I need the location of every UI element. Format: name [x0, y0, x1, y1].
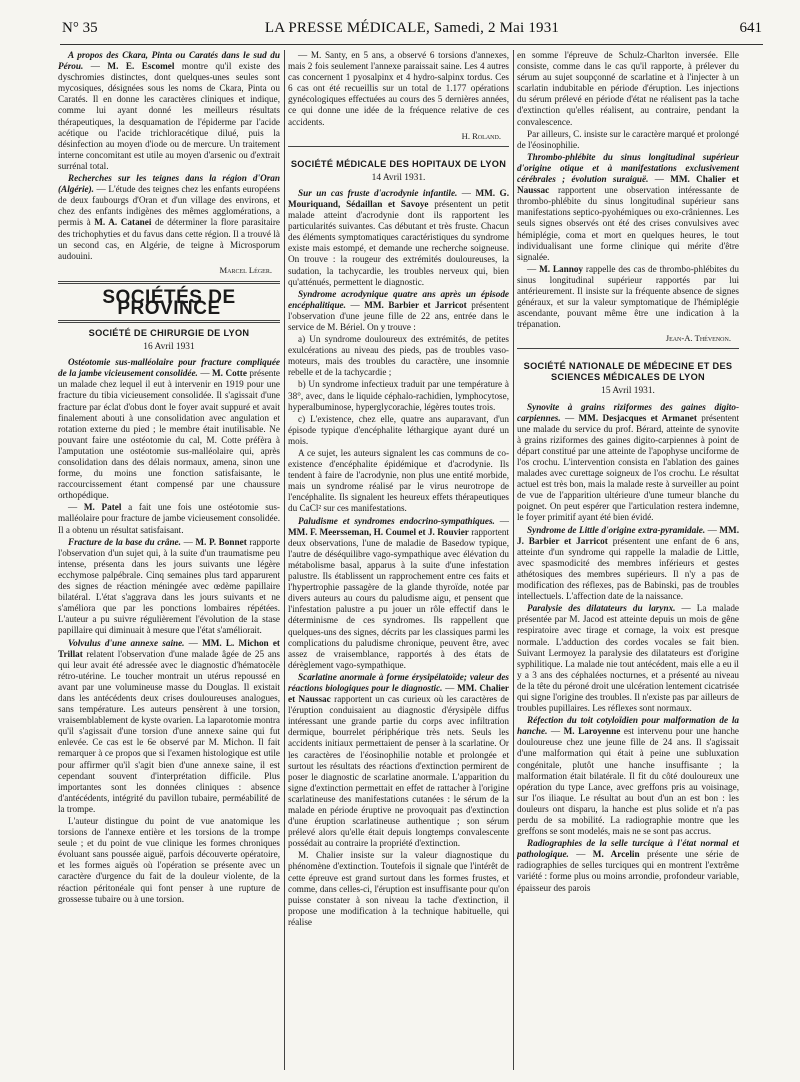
- column-divider: [513, 50, 514, 1070]
- signature: Jean-A. Thévenon.: [665, 333, 731, 344]
- author: MM. J. Barbier et Jarricot: [517, 524, 739, 546]
- article-body: présente un malade chez lequel il eut à intervenir en 1919 pour une fracture du tibia vicieusement consolidée. Il s'agissait d'une fracture par éclat d'obus dont le foyer avait suppuré et avait finalement abouti à une consolidation avec angulation et rotation externe du pied ; le membre était inutilisable. Ne pouvant faire une ostéotomie du cal, M. Cotte préfèra à l'amputation une ostéotomie sus-malléolaire qui, après consolidation dans des délais normaux, amena, sinon une forme, du moins une fonction satisfaisante, le raccourcissement étant compensé par une chaussure orthopédique.: [58, 368, 280, 501]
- article-body: relatent l'observation d'une malade âgée de 25 ans qui leur avait été adressée avec le diagnostic d'hématocèle rétro-utérine. Le toucher montrait un utérus repoussé en avant par une volumineuse masse du Douglas. Il existait dans les antécédents deux crises douloureuses analogues, sans température. Les auteurs pensèrent à une torsion, vraisemblablement de kyste ovarien. La laparotomie montra qu'il s'agissait d'une torsion d'une annexe saine qui fut enlevée. Ce cas est le 6e observé par M. Michon. Il fait remarquer à ce propos que si l'examen histologique est utile pour affirmer qu'il s'agit bien d'une annexe saine, il est cependant souvent d'interprétation difficile. Plus importantes sont les données cliniques : absence d'antécédents, intégrité du pavillon tubaire, perméabilité de la trompe.: [58, 648, 280, 814]
- article-title: Thrombo-phlébite du sinus longitudinal supérieur d'origine otique et à manifestations exclusivement cérébrales ; évolution suraiguë.: [517, 151, 739, 185]
- article-title: Recherches sur les teignes dans la région d'Oran (Algérie).: [58, 173, 280, 195]
- article-title: Paralysie des dilatateurs du larynx.: [527, 603, 676, 614]
- page-number: 641: [739, 20, 762, 36]
- article-title: Scarlatine anormale à forme érysipélatoïde; valeur des réactions biologiques pour le diagnostic.: [288, 671, 509, 693]
- article: Volvulus d'une annexe saine. — MM. L. Michon et Trillat relatent l'observation d'une malade âgée de 25 ans qui leur avait été adressée avec le diagnostic d'hématocèle rétro-utérine. Le toucher montrait un utérus repoussé en avant par une volumineuse masse du Douglas. Il existait dans les antécédents deux crises douloureuses analogues, sans température. Les auteurs pensèrent à une torsion, vraisemblablement de kyste ovarien. La laparotomie montra qu'il s'agissait d'une torsion d'une annexe saine qui fut enlevée. Ce cas est le 6e observé par M. Michon. Il fait remarquer à ce propos que si l'examen histologique est utile pour affirmer qu'il s'agit bien d'une annexe saine, il est cependant souvent d'interprétation difficile. Plus importantes sont les données cliniques : absence d'antécédents, intégrité du pavillon tubaire, perméabilité de la trompe.: [58, 637, 280, 814]
- article: Radiographies de la selle turcique à l'état normal et pathologique. — M. Arcelin présente une série de radiographies de selles turciques qui en montrent l'extrême variété : forme plus ou moins arrondie, profondeur variable, épaisseur des parois: [517, 838, 739, 893]
- article-paragraph: M. Chalier insiste sur la valeur diagnostique du phénomène d'extinction. Toutefois il signale que l'intérêt de cette épreuve est grand surtout dans les formes frustes, et comme, dans celles-ci, l'éruption est insuffisante pour qu'on puisse constater à son niveau la tache d'extinction, il propose une modification à la technique habituelle, qui réalise: [288, 850, 509, 927]
- article-title: Syndrome acrodynique quatre ans après un épisode encéphalitique.: [288, 288, 509, 310]
- article: Synovite à grains riziformes des gaines digito-carpiennes. — MM. Desjacques et Armanet présentent une malade du service du prof. Bérard, atteinte de synovite à grains riziformes des gaines digito-carpiennes à point de départ constitué par une atteinte de l'apophyse unciforme de l'os crochu. L'intervention consista en l'ablation des gaines malades avec curettage soigneux de l'os crochu. Le résultat actuel est très bon, mais la malade reste à surveiller au point de vue de l'apparition ultérieure d'une tumeur blanche du poignet. On peut espérer que l'articulation restera indemne, le foyer primitif ayant été bien évidé.: [517, 401, 739, 523]
- article: A propos des Ckara, Pinta ou Caratés dans le sud du Pérou. — M. E. Escomel montre qu'il existe des dyschromies distinctes, dont quelques-unes seules sont mycosiques, désignées sous les noms de Ckara, Pinta ou Caratés. Il en donne les caractères cliniques et indique, comme lui ayant donné les meilleurs résultats thérapeutiques, la desquamation de l'épiderme par l'acide acétique ou l'acide trichloracétique dilué, puis la désinfection au moyen d'iode ou de mercure. Un traitement interne concomitant est utile au moyen d'arsenic ou d'extrait surrénal total.: [58, 50, 280, 171]
- section-rule: [58, 320, 280, 323]
- discussion: — M. Patel a fait une fois une ostéotomie sus-malléolaire pour fracture de jambe vicieusement consolidée. Il a obtenu un résultat satisfaisant.: [58, 502, 280, 535]
- discussion: — M. Lannoy rappelle des cas de thrombo-phlébites du sinus longitudinal supérieur rapportés par lui antérieurement. Il insiste sur la fréquente absence de signes généraux, et sur la valeur symptomatique de l'hémiplégie ascendante, pouvant même être une indication à la trépanation.: [517, 263, 739, 330]
- article-paragraph: c) L'existence, chez elle, quatre ans auparavant, d'un épisode typique d'encéphalite léthargique ayant duré un mois.: [288, 413, 509, 446]
- article-paragraph: a) Un syndrome douloureux des extrémités, de petites exulcérations au niveau des pieds, pas de troubles vaso-moteurs, mais des troubles du caractère, une insomnie rebelle et de la tachycardie ;: [288, 334, 509, 378]
- column-3: [517, 50, 739, 1072]
- article-body: présentent une enfant de 6 ans, atteinte d'un syndrome qui rappelle la maladie de Little, avec spasmodicité des membres inférieurs et gestes athétosiques des membres supérieurs. Il n'y a pas de modification des réflexes, pas de Babinski, pas de troubles intellectuels. L'affection date de la naissance.: [517, 535, 739, 602]
- article: Sur un cas fruste d'acrodynie infantile. — MM. G. Mouriquand, Sédaillan et Savoye présentent un petit malade atteint d'acrodynie dont ils rapportent les particularités suivantes. Cas débutant et très fruste. Chacun des éléments symptomatiques caractéristiques du syndrome existe mais estompé, et demande une recherche soigneuse. On trouve : la rougeur des extrémités douloureuses, la sudation, la tachycardie, les troubles nerveux qui, bien qu'atténués, permettent le diagnostic.: [288, 187, 509, 287]
- article: Thrombo-phlébite du sinus longitudinal supérieur d'origine otique et à manifestations exclusivement cérébrales ; évolution suraiguë. — MM. Chalier et Naussac rapportent une observation intéressante de thrombo-phlébite du sinus longitudinal supérieur sans manifestations septico-pyohémiques ou exo-crâniennes. Les seuls signes observés ont été des crises convulsives avec hémiplégie, coma et mort en quelques heures, le tout individualisant une forme clinique qui mérite d'être signalée.: [517, 151, 739, 262]
- article-body: rapportent une observation intéressante de thrombo-phlébite du sinus longitudinal supérieur sans manifestations septico-pyohémiques ou exo-crâniennes. Les seuls signes observés ont été des crises convulsives avec hémiplégie, coma et mort en quelques heures, le tout individualisant une forme clinique qui mérite d'être signalée.: [517, 185, 739, 262]
- author: M. Lannoy: [539, 263, 584, 274]
- author: MM. Barbier et Jarricot: [364, 299, 467, 310]
- article-paragraph: en somme l'épreuve de Schulz-Charlton inversée. Elle consiste, comme dans le cas qu'il rapporte, à prélever du sérum au sujet soupçonné de scarlatine et à l'injecter à un scarlatin indubitable en période d'éruption. Les injections du sérum prélevé en période d'état ne réalisent pas la tache d'extinction qu'elles réalisent, au contraire, pendant la convalescence.: [517, 50, 739, 127]
- journal-title: LA PRESSE MÉDICALE, Samedi, 2 Mai 1931: [264, 20, 560, 36]
- society-heading: SOCIÉTÉ DE CHIRURGIE DE LYON: [88, 328, 250, 339]
- author: M. Arcelin: [592, 849, 640, 860]
- author: M. Patel: [83, 502, 122, 513]
- article-body: a fait une fois une ostéotomie sus-malléolaire pour fracture de jambe vicieusement consolidée. Il a obtenu un résultat satisfaisant.: [58, 502, 280, 535]
- article-body: L'étude des teignes chez les enfants européens de deux faubourgs d'Oran et d'un village des environs, et chez des enfants indigènes des mêmes agglomérations, a permis à: [58, 184, 280, 228]
- author: MM. F. Meersseman, H. Coumel et J. Rouvier: [288, 526, 469, 537]
- author: M. A. Catanei: [94, 217, 152, 228]
- article: Réfection du toit cotyloïdien pour malformation de la hanche. — M. Laroyenne est intervenu pour une hanche douloureuse chez une jeune fille de 24 ans. Il s'agissait d'une malformation qui était à peine une subluxation congénitale, plutôt une hanche insuffisante ; la malformation était bilatérale. Il fit du côté douloureux une opération du type Lance, avec greffons pris au voisinage, sur l'os iliaque. Le résultat au bout d'un an est bon : les douleurs ont disparu, la hanche est plus solide et n'a pas perdu de sa mobilité. La radiographie montre que les greffons se sont modelés, mais ne se sont pas accrus.: [517, 715, 739, 837]
- session-date: 15 Avril 1931.: [601, 386, 655, 397]
- author: MM. Chalier et Naussac: [517, 174, 739, 196]
- column-2: [288, 50, 509, 1072]
- header-rule: [60, 44, 763, 45]
- article-title: Paludisme et syndromes endocrino-sympathiques.: [298, 515, 495, 526]
- session-date: 14 Avril 1931.: [371, 172, 426, 183]
- article-title: Synovite à grains riziformes des gaines digito-carpiennes.: [517, 401, 739, 423]
- article-body: présentent l'observation d'une jeune fille de 22 ans, entrée dans le service de M. Bériel. On y trouve :: [288, 299, 509, 332]
- society-heading: SOCIÉTÉ MÉDICALE DES HOPITAUX DE LYON: [290, 158, 507, 169]
- article-body: La malade présentée par M. Jacod est atteinte depuis un mois de gêne respiratoire avec tirage et cornage, la voix est presque normale. L'adduction des cordes vocales se fait bien. Suivant Lermoyez la paralysie des dilatateurs est d'origine syphilitique. La malade nie tout antécédent, mais elle a eu il y a 3 ans des céphalées nocturnes, et a présenté au niveau de la tête du péroné droit une ulcération lentement cicatrisée qui signe l'origine des troubles. Il n'existe pas par ailleurs de troubles pupillaires. Les réflexes sont normaux.: [517, 603, 739, 714]
- article: Scarlatine anormale à forme érysipélatoïde; valeur des réactions biologiques pour le diagnostic. — MM. Chalier et Naussac rapportent un cas curieux où les caractères de l'éruption conduisaient au diagnostic d'érysipèle diffus intéressant une grande partie du corps avec infiltration dermique, bourrelet périphérique très nets. Seuls les accidents initiaux permettaient de penser à la scarlatine. Or les caractères de l'éosinophilie notable et prolongée et surtout les résultats des réactions d'extinction permirent de poser le diagnostic de scarlatine anormale. L'apparition du signe d'extinction permettait en effet de rattacher à l'origine scarlatineuse des manifestations cutanées : le sérum de la malade en période éruptive ne provoquait pas d'extinction d'une éruption scarlatineuse authentique ; son sérum prélevé alors qu'elle était depuis longtemps convalescente possédait au contraire la propriété d'extinction.: [288, 671, 509, 849]
- article-body: montre qu'il existe des dyschromies distinctes, dont quelques-unes seules sont mycosiques, désignées sous les noms de Ckara, Pinta ou Caratés. Il en donne les caractères cliniques et indique, comme lui ayant donné les meilleurs résultats thérapeutiques, la desquamation de l'épiderme par l'acide acétique ou l'acide trichloracétique dilué, puis la désinfection au moyen d'iode ou de mercure. Un traitement interne concomitant est utile au moyen d'arsenic ou d'extrait surrénal total.: [58, 61, 280, 171]
- section-rule: [58, 281, 280, 284]
- article-title: Radiographies de la selle turcique à l'état normal et pathologique.: [517, 838, 739, 860]
- article-title: Ostéotomie sus-malléolaire pour fracture compliquée de la jambe vicieusement consolidée.: [58, 357, 280, 379]
- issue-number: N° 35: [62, 20, 98, 36]
- article: Paralysie des dilatateurs du larynx. — La malade présentée par M. Jacod est atteinte depuis un mois de gêne respiratoire avec tirage et cornage, la voix est presque normale. L'adduction des cordes vocales se fait bien. Suivant Lermoyez la paralysie des dilatateurs est d'origine syphilitique. La malade nie tout antécédent, mais elle a eu il y a 3 ans des céphalées nocturnes, et a présenté au niveau de la tête du péroné droit une ulcération lentement cicatrisée qui signe l'origine des troubles. Il n'existe pas par ailleurs de troubles pupillaires. Les réflexes sont normaux.: [517, 603, 739, 714]
- article-title: Réfection du toit cotyloïdien pour malformation de la hanche.: [517, 715, 739, 737]
- society-heading: SOCIÉTÉ NATIONALE DE MÉDECINE ET DES SCIENCES MÉDICALES DE LYON: [523, 361, 733, 383]
- column-divider: [284, 50, 285, 1070]
- article-body: rapportent un cas curieux où les caractères de l'éruption conduisaient au diagnostic d'érysipèle diffus intéressant une grande partie du corps avec infiltration dermique, bourrelet périphérique très nets. Seuls les accidents initiaux permettaient de penser à la scarlatine. Or les caractères de l'éosinophilie notable et prolongée et surtout les résultats des réactions d'extinction permirent de poser le diagnostic de scarlatine anormale. L'apparition du signe d'extinction permettait en effet de rattacher à l'origine scarlatineuse des manifestations cutanées : le sérum de la malade en période éruptive ne provoquait pas d'extinction d'une éruption scarlatineuse authentique ; son sérum prélevé alors qu'elle était depuis longtemps convalescente possédait au contraire la propriété d'extinction.: [288, 694, 509, 849]
- article-body: présentent un petit malade atteint d'acrodynie dont ils rapportent les particularités suivantes. Cas débutant et très fruste. Chacun des éléments symptomatiques caractéristiques du syndrome existe mais estompé, et demande une recherche soigneuse. On trouve : la rougeur des extrémités douloureuses, la sudation, la tachycardie, les troubles nerveux qui, bien qu'atténués, permettent le diagnostic.: [288, 198, 509, 287]
- author: M. P. Bonnet: [195, 536, 247, 547]
- author: M. Cotte: [212, 368, 247, 379]
- article-paragraph: A ce sujet, les auteurs signalent les cas communs de co-existence d'encéphalite épidémique et d'acrodynie. Ils tendent à faire de l'acrodynie, non plus une entité morbide, mais un syndrome réalisé par le virus neurotrope de l'encéphalite. Ils signalent les heureux effets thérapeutiques du CaCl² sur ces manifestations.: [288, 448, 509, 514]
- article: Paludisme et syndromes endocrino-sympathiques. — MM. F. Meersseman, H. Coumel et J. Rouvier rapportent deux observations, l'une de maladie de Basedow typique, l'autre de déséquilibre vago-sympathique avec élévation du métabolisme basal, apparus à la suite d'une infestation palustre. Ils établissent un rapprochement entre ces faits et l'hypertrophie passagère de la glande thyroïde, notée par divers auteurs au cours du paludisme aigu, et pensent que l'infestation palustre a pu jouer un rôle effectif dans le déterminisme de ces syndromes. Ils rappellent que quelques-uns des signes, décrits par les classiques parmi les complications du paludisme chronique, peuvent être, avec assez de vraisemblance, rapportés à des états de dérèglement vago-sympathique.: [288, 515, 509, 670]
- author: M. Laroyenne: [563, 726, 621, 737]
- article-body: rappelle des cas de thrombo-phlébites du sinus longitudinal supérieur rapportés par lui antérieurement. Il insiste sur la fréquente absence de signes généraux, et sur la valeur symptomatique de l'hémiplégie ascendante, pouvant même être une indication à la trépanation.: [517, 263, 739, 330]
- author: M. E. Escomel: [107, 61, 175, 72]
- author: MM. G. Mouriquand, Sédaillan et Savoye: [288, 187, 509, 209]
- article-body: rapportent deux observations, l'une de maladie de Basedow typique, l'autre de déséquilibre vago-sympathique avec élévation du métabolisme basal, apparus à la suite d'une infestation palustre. Ils établissent un rapprochement entre ces faits et l'hypertrophie passagère de la glande thyroïde, notée par divers auteurs au cours du paludisme aigu, et pensent que l'infestation palustre a pu jouer un rôle effectif dans le déterminisme de ces syndromes. Ils rappellent que quelques-uns des signes, décrits par les classiques parmi les complications du paludisme chronique, peuvent être, avec assez de vraisemblance, rapportés à des états de dérèglement vago-sympathique.: [288, 526, 509, 670]
- author: MM. Desjacques et Armanet: [578, 412, 697, 423]
- page-header: [62, 20, 762, 42]
- signature: H. Roland.: [461, 130, 501, 141]
- section-banner: SOCIÉTÉS DE PROVINCE: [102, 286, 236, 319]
- article-title: Syndrome de Little d'origine extra-pyramidale.: [527, 524, 706, 535]
- article-body: présentent une malade du service du prof. Bérard, atteinte de synovite à grains riziformes des gaines digito-carpiennes à point de départ constitué par une atteinte de l'apophyse unciforme de l'os crochu. L'intervention consista en l'ablation des gaines malades avec curettage soigneux de l'os crochu. Le résultat actuel est très bon, mais la malade reste à surveiller au point de vue de l'apparition ultérieure d'une tumeur blanche du poignet. On peut espérer que l'articulation restera indemne, le foyer primitif ayant été bien évidé.: [517, 412, 739, 523]
- column-1: [58, 50, 280, 1072]
- article-body: présente une série de radiographies de selles turciques qui en montrent l'extrême variété : forme plus ou moins arrondie, profondeur variable, épaisseur des parois: [517, 849, 739, 893]
- article-paragraph: Par ailleurs, C. insiste sur le caractère marqué et prolongé de l'éosinophilie.: [517, 128, 739, 150]
- author: MM. Chalier et Naussac: [288, 682, 509, 705]
- article-title: Sur un cas fruste d'acrodynie infantile.: [298, 187, 458, 198]
- article-body: est intervenu pour une hanche douloureuse chez une jeune fille de 24 ans. Il s'agissait d'une malformation qui était à peine une subluxation congénitale, plutôt une hanche insuffisante ; la malformation était bilatérale. Il fit du côté douloureux une opération du type Lance, avec greffons pris au voisinage, sur l'os iliaque. Le résultat au bout d'un an est bon : les douleurs ont disparu, la hanche est plus solide et n'a pas perdu de sa mobilité. La radiographie montre que les greffons se sont modelés, mais ne se sont pas accrus.: [517, 726, 739, 837]
- article-body: rapporte l'observation d'un sujet qui, à la suite d'un traumatisme peu intense, présenta dans les jours suivants une légère ecchymose palpébrale. Cinq semaines plus tard apparurent des signes de réaction méningée avec œdème papillaire bilatéral. L'état s'aggrava dans les jours suivants et ne s'améliora que par les ponctions lombaires répétées. L'auteur a pu suivre régulièrement l'évolution de la stase papillaire qui diminuait à mesure que l'état s'améliorait.: [58, 536, 280, 636]
- session-date: 16 Avril 1931: [143, 342, 195, 353]
- section-rule: [517, 348, 739, 349]
- article: Ostéotomie sus-malléolaire pour fracture compliquée de la jambe vicieusement consolidée. — M. Cotte présente un malade chez lequel il eut à intervenir en 1919 pour une fracture du tibia vicieusement consolidée. Il s'agissait d'une fracture par éclat d'obus dont le foyer avait suppuré et avait finalement abouti à une consolidation avec angulation et rotation externe du pied ; le membre était inutilisable. Ne pouvant faire une ostéotomie du cal, M. Cotte préfèra à l'amputation une ostéotomie sus-malléolaire qui, après consolidation dans des délais normaux, amena, sinon une forme, du moins une fonction satisfaisante, le raccourcissement étant compensé par une chaussure orthopédique.: [58, 357, 280, 501]
- section-rule: [288, 146, 509, 147]
- article: Syndrome acrodynique quatre ans après un épisode encéphalitique. — MM. Barbier et Jarricot présentent l'observation d'une jeune fille de 22 ans, entrée dans le service de M. Bériel. On y trouve :: [288, 288, 509, 332]
- article-body: de déterminer la flore parasitaire des trichophyties et du favus dans cette région. Il a trouvé là un second cas, en Algérie, de teigne à Microsporum audouini.: [58, 217, 280, 261]
- article: Fracture de la base du crâne. — M. P. Bonnet rapporte l'observation d'un sujet qui, à la suite d'un traumatisme peu intense, présenta dans les jours suivants une légère ecchymose palpébrale. Cinq semaines plus tard apparurent des signes de réaction méningée avec œdème papillaire bilatéral. L'état s'aggrava dans les jours suivants et ne s'améliora que par les ponctions lombaires répétées. L'auteur a pu suivre régulièrement l'évolution de la stase papillaire qui diminuait à mesure que l'état s'améliorait.: [58, 536, 280, 636]
- signature: Marcel Léger.: [219, 264, 272, 275]
- article: Recherches sur les teignes dans la région d'Oran (Algérie). — L'étude des teignes chez les enfants européens de deux faubourgs d'Oran et d'un village des environs, et chez des enfants indigènes des mêmes agglomérations, a permis à M. A. Catanei de déterminer la flore parasitaire des trichophyties et du favus dans cette région. Il a trouvé là un second cas, en Algérie, de teigne à Microsporum audouini.: [58, 173, 280, 261]
- article-paragraph: b) Un syndrome infectieux traduit par une température à 38°, avec, dans le liquide céphalo-rachidien, lymphocytose, hyperalbuminose, hyperglycorachie, légères toutes trois.: [288, 379, 509, 412]
- author: MM. L. Michon et Trillat: [58, 637, 280, 659]
- article-paragraph: L'auteur distingue du point de vue anatomique les torsions de l'annexe entière et les torsions de la trompe seule ; et du point de vue clinique les formes chroniques évoluant sans poussée aiguë, parfois découverte opératoire, et les formes aiguës où l'opération se présente avec un caractère d'urgence du fait de la douleur violente, de la réaction péritonéale qui font penser à une rupture de grossesse tubaire ou à une torsion.: [58, 816, 280, 904]
- article: Syndrome de Little d'origine extra-pyramidale. — MM. J. Barbier et Jarricot présentent une enfant de 6 ans, atteinte d'un syndrome qui rappelle la maladie de Little, avec spasmodicité des membres inférieurs et gestes athétosiques des membres supérieurs. Il n'y a pas de modification des réflexes, pas de Babinski, pas de troubles intellectuels. L'affection date de la naissance.: [517, 524, 739, 602]
- article-paragraph: — M. Santy, en 5 ans, a observé 6 torsions d'annexes, mais 2 fois seulement l'annexe paraissait saine. Les 4 autres cas concernent 1 pyosalpinx et 4 hydro-salpinx tordus. Ces 6 cas ont été recueillis sur un total de 1.177 opérations gynécologiques effectuées au cours des 5 dernières années, ce qui donne une idée de la fréquence relative de ces accidents.: [288, 50, 509, 127]
- article-title: A propos des Ckara, Pinta ou Caratés dans le sud du Pérou.: [58, 50, 280, 72]
- article-title: Fracture de la base du crâne.: [68, 536, 181, 547]
- article-title: Volvulus d'une annexe saine.: [68, 637, 185, 648]
